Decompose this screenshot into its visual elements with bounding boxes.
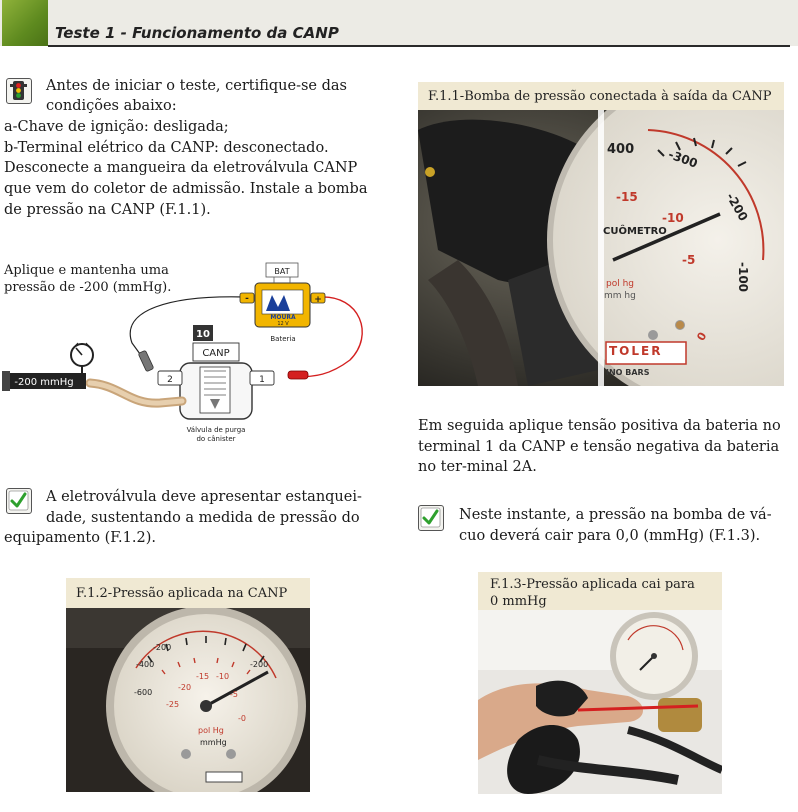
valve-caption-1: Válvula de purga bbox=[186, 426, 246, 434]
sequence-line-3: no ter-minal 2A. bbox=[418, 459, 537, 475]
fig11-bars: INO BARS bbox=[606, 368, 650, 377]
check1-line-3: equipamento (F.1.2). bbox=[4, 530, 156, 546]
fig12-scale-2: -400 bbox=[136, 660, 155, 669]
check-icon bbox=[6, 488, 32, 514]
sequence-line-2: terminal 1 da CANP e tensão negativa da bateria bbox=[418, 439, 780, 455]
fig11-scale-300: -300 bbox=[666, 147, 700, 171]
positive-connector bbox=[288, 371, 308, 379]
intro-line-3: a-Chave de ignição: desligada; bbox=[4, 119, 229, 135]
fig11-scale-100: -100 bbox=[736, 261, 751, 293]
fig12-scale-7: -10 bbox=[216, 672, 230, 681]
fig13-photo bbox=[478, 610, 722, 794]
fig11-caption: F.1.1-Bomba de pressão conectada à saída da CANP bbox=[418, 82, 784, 110]
header-accent-block bbox=[2, 0, 48, 46]
diagram-note-line-1: Aplique e mantenha uma bbox=[4, 263, 169, 278]
fig13-caption bbox=[478, 572, 722, 610]
pump-gauge-value: -200 mmHg bbox=[14, 377, 74, 388]
header-divider bbox=[48, 45, 790, 47]
fig11-scale-400: 400 bbox=[607, 142, 635, 157]
terminal-2-label: 2 bbox=[167, 375, 173, 385]
bat-label: BAT bbox=[274, 267, 290, 276]
fig12-scale-4: -25 bbox=[166, 700, 180, 709]
fig13-caption-line-2: 0 mmHg bbox=[490, 594, 547, 609]
fig12-scale-8: -5 bbox=[230, 690, 238, 699]
canp-number: 10 bbox=[196, 329, 210, 340]
fig11-scale-10: -10 bbox=[662, 211, 684, 225]
fig12-scale-1: -200 bbox=[153, 643, 172, 652]
fig11-scale-200: -200 bbox=[723, 190, 751, 224]
fig12-photo bbox=[66, 608, 310, 792]
fig13-caption-line-1: F.1.3-Pressão aplicada cai para bbox=[490, 577, 695, 592]
fig11-photo bbox=[418, 110, 784, 386]
intro-line-4: b-Terminal elétrico da CANP: desconectado. bbox=[4, 140, 329, 156]
check2-line-2: cuo deverá cair para 0,0 (mmHg) (F.1.3). bbox=[459, 528, 761, 544]
fig12-scale-9: -0 bbox=[238, 714, 246, 723]
sequence-line-1: Em seguida aplique tensão positiva da bateria no bbox=[418, 418, 781, 434]
battery-voltage: 12 V bbox=[277, 321, 289, 327]
traffic-light-icon bbox=[6, 78, 32, 104]
fig11-polhg: pol hg bbox=[606, 279, 634, 289]
negative-connector bbox=[138, 350, 154, 372]
fig12-caption: F.1.2-Pressão aplicada na CANP bbox=[66, 578, 310, 608]
canp-label: CANP bbox=[202, 348, 230, 359]
fig12-scale-12: -200 bbox=[250, 660, 269, 669]
fig12-mmhg: mmHg bbox=[200, 738, 227, 747]
battery-brand: MOURA bbox=[270, 314, 296, 321]
fig12-scale-5: -20 bbox=[178, 683, 192, 692]
battery-plus-label: + bbox=[314, 295, 322, 305]
intro-line-5: Desconecte a mangueira da eletroválvula CANP bbox=[4, 160, 358, 176]
intro-line-7: de pressão na CANP (F.1.1). bbox=[4, 202, 211, 218]
fig12-scale-6: -15 bbox=[196, 672, 210, 681]
terminal-1-label: 1 bbox=[259, 375, 265, 385]
fig11-scale-5: -5 bbox=[682, 253, 696, 267]
fig12-polhg: pol Hg bbox=[198, 726, 224, 735]
battery-caption: Bateria bbox=[270, 335, 296, 343]
fig12-scale-3: -600 bbox=[134, 688, 153, 697]
fig11-scale-0: 0 bbox=[694, 329, 710, 344]
fig11-mmhg: mm hg bbox=[604, 291, 636, 301]
intro-line-2: condições abaixo: bbox=[46, 98, 177, 114]
check1-line-1: A eletroválvula deve apresentar estanquei- bbox=[46, 489, 362, 505]
canp-wiring-diagram bbox=[0, 255, 380, 455]
fig11-brand: TOLER bbox=[609, 344, 663, 358]
check-icon bbox=[418, 505, 444, 531]
check1-line-2: dade, sustentando a medida de pressão do bbox=[46, 510, 360, 526]
valve-caption-2: do cânister bbox=[196, 435, 236, 443]
intro-line-1: Antes de iniciar o teste, certifique-se das bbox=[46, 78, 347, 94]
fig11-scale-15: -15 bbox=[616, 190, 638, 204]
fig11-vacuometro: CUÔMETRO bbox=[603, 226, 667, 237]
intro-line-6: que vem do coletor de admissão. Instale a bomba bbox=[4, 181, 368, 197]
battery-minus-label: - bbox=[245, 294, 249, 304]
diagram-note-line-2: pressão de -200 (mmHg). bbox=[4, 280, 172, 295]
check2-line-1: Neste instante, a pressão na bomba de vá- bbox=[459, 507, 772, 523]
page-title: Teste 1 - Funcionamento da CANP bbox=[55, 24, 339, 42]
